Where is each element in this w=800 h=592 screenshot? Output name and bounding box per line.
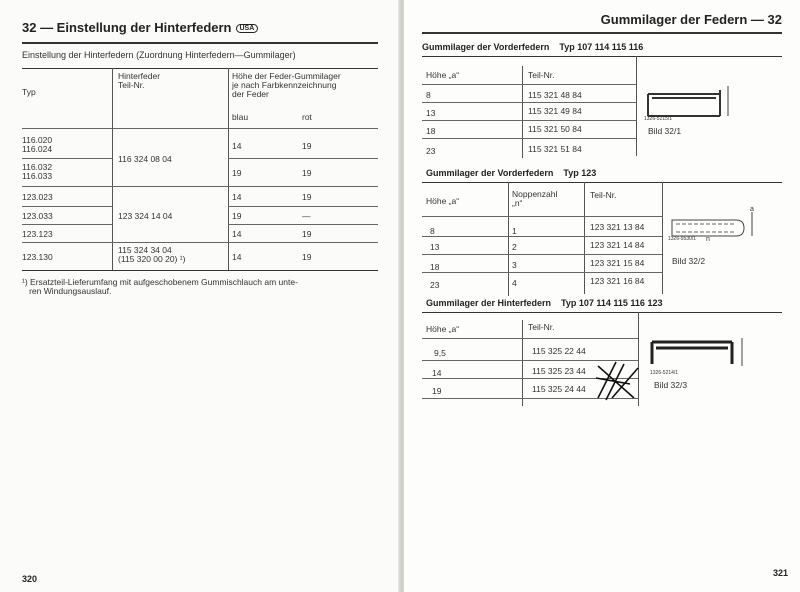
table-row: 23	[430, 280, 440, 290]
table-row: 23	[426, 146, 436, 156]
table-row: 123.033	[22, 211, 53, 221]
table-row: 9,5	[434, 348, 446, 358]
table-row: 13	[426, 108, 436, 118]
part-c: 115 324 34 04 (115 320 00 20) ¹)	[118, 245, 186, 264]
chapter-title: 32 — Einstellung der Hinterfedern USA	[22, 20, 258, 35]
table-row: 18	[426, 126, 436, 136]
table-row: 115 325 22 44	[532, 346, 586, 356]
row-rot: 19	[302, 252, 312, 262]
figure-caption: Bild 32/2	[672, 256, 706, 266]
row-blau: 14	[232, 192, 242, 202]
image-code: 1326-5214/1	[650, 370, 679, 376]
table-row: 115 321 48 84	[528, 90, 582, 100]
table-row: 123.130	[22, 252, 53, 262]
col-rot: rot	[302, 112, 312, 122]
table-row: 123 321 15 84	[590, 258, 645, 268]
table-row: 123.123	[22, 229, 53, 239]
figure-caption: Bild 32/3	[654, 380, 688, 390]
col-teilnr: Teil-Nr.	[590, 190, 617, 200]
table-row: 123 321 16 84	[590, 276, 645, 286]
section-title-front-123: Gummilager der Vorderfedern Typ 123	[426, 168, 597, 178]
col-hinterfeder: Hinterfeder Teil-Nr.	[118, 71, 161, 90]
dim-a-label: a	[750, 206, 754, 213]
section-title-front: Gummilager der Vorderfedern Typ 107 114 115 116	[422, 42, 644, 52]
table-row: 3	[512, 260, 517, 270]
col-blau: blau	[232, 112, 249, 122]
table-row: 123.023	[22, 192, 53, 202]
col-teilnr: Teil-Nr.	[528, 322, 555, 332]
nub-n-label: n	[706, 236, 710, 243]
table-row: 115 321 50 84	[528, 124, 582, 134]
table-row: 19	[432, 386, 442, 396]
table-row: 115 321 49 84	[528, 106, 582, 116]
page-number: 320	[22, 574, 38, 584]
footnote: ¹) Ersatzteil-Lieferumfang mit aufgeschobenem Gummischlauch am unte- ren Windungsauslauf.	[22, 277, 298, 296]
table-row: 123 321 14 84	[590, 240, 645, 250]
table-row: 13	[430, 242, 440, 252]
row-rot: 19	[302, 141, 312, 151]
table-row: 4	[512, 278, 517, 288]
table-row: 115 321 51 84	[528, 144, 582, 154]
title-rule	[422, 32, 782, 34]
right-page	[404, 0, 800, 592]
row-blau: 14	[232, 141, 242, 151]
subtitle: Einstellung der Hinterfedern (Zuordnung Hinterfedern—Gummilager)	[22, 50, 296, 60]
rubber-mount-drawing-3	[646, 338, 752, 370]
table-row: 116.020 116.024	[22, 135, 53, 154]
table-row: 8	[430, 226, 435, 236]
row-rot: 19	[302, 168, 312, 178]
table-row: 8	[426, 90, 431, 100]
chapter-title: Gummilager der Federn — 32	[600, 12, 782, 27]
image-code: 1326-5215/1	[644, 116, 673, 122]
figure-caption: Bild 32/1	[648, 126, 682, 136]
table-row: 14	[432, 368, 442, 378]
row-blau: 19	[232, 211, 242, 221]
section-title-rear: Gummilager der Hinterfedern Typ 107 114 115 116 123	[426, 298, 663, 308]
part-a: 116 324 08 04	[118, 154, 172, 164]
col-hoehe: Höhe „a“	[426, 196, 460, 206]
usa-badge: USA	[236, 24, 259, 33]
col-typ: Typ	[22, 87, 36, 97]
row-rot: —	[302, 211, 311, 221]
col-noppenzahl: Noppenzahl „n“	[512, 189, 558, 208]
col-teilnr: Teil-Nr.	[528, 70, 555, 80]
row-rot: 19	[302, 192, 312, 202]
table-row: 116.032 116.033	[22, 162, 53, 181]
table-row: 115 325 23 44	[532, 366, 586, 376]
col-hoehe: Höhe „a“	[426, 324, 460, 334]
col-hoehe: Höhe „a“	[426, 70, 460, 80]
part-b: 123 324 14 04	[118, 211, 173, 221]
table-row: 18	[430, 262, 440, 272]
row-blau: 14	[232, 229, 242, 239]
col-hoehe: Höhe der Feder-Gummilager je nach Farbkennzeichnung der Feder	[232, 71, 341, 99]
table-row: 115 325 24 44	[532, 384, 586, 394]
row-rot: 19	[302, 229, 312, 239]
table-row: 1	[512, 226, 517, 236]
title-rule	[22, 42, 378, 44]
table-row: 123 321 13 84	[590, 222, 645, 232]
row-blau: 19	[232, 168, 242, 178]
page-number: 321	[772, 568, 788, 578]
image-code: 1326-9530/1	[668, 236, 697, 242]
row-blau: 14	[232, 252, 242, 262]
handwritten-mark	[594, 358, 642, 404]
table-row: 2	[512, 242, 517, 252]
